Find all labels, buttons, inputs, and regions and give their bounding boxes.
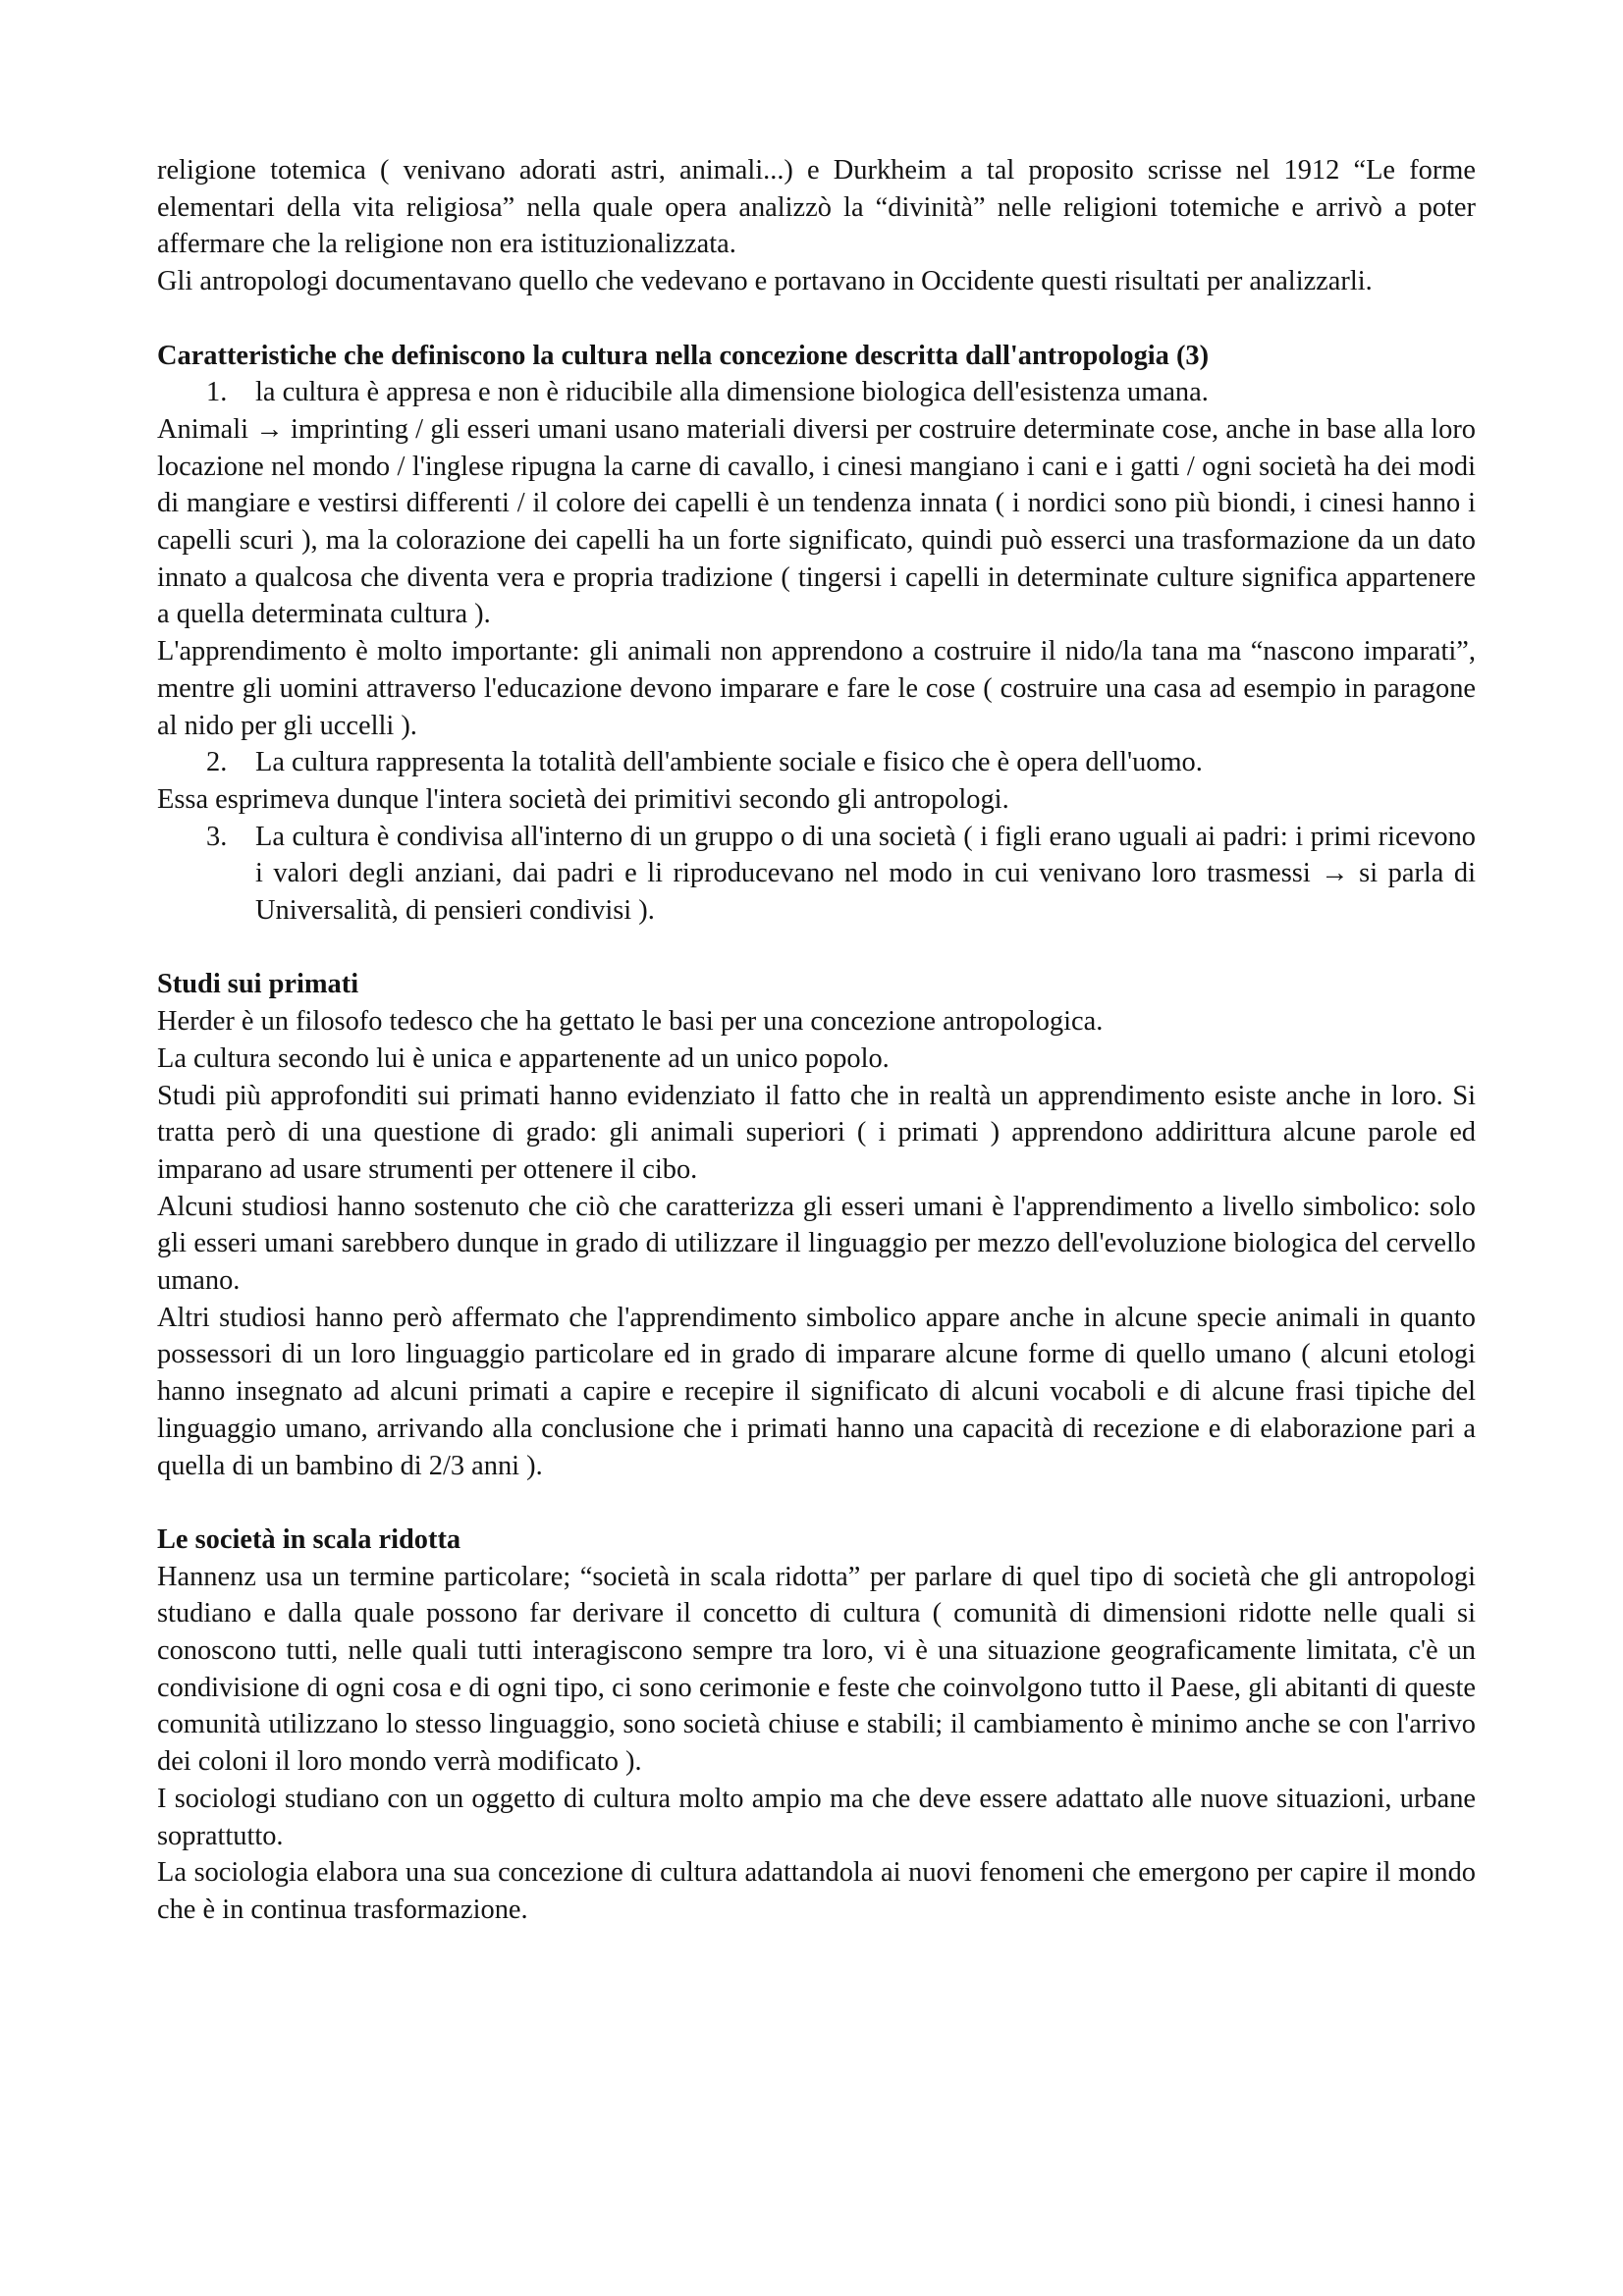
spacer [157, 300, 1476, 338]
paragraph: L'apprendimento è molto importante: gli animali non apprendono a costruire il nido/la tana ma “nascono imparati”, mentre gli uomini attraverso l'educazione devono imparare e fare le cose ( costruire una casa ad esempio in paragone al nido per gli uccelli ). [157, 636, 1476, 741]
spacer [157, 930, 1476, 967]
numbered-list-2 [157, 744, 1476, 781]
list-item-number: 3. [206, 821, 228, 852]
numbered-list-1 [157, 374, 1476, 411]
list-item-number: 1. [206, 377, 228, 408]
paragraph: Altri studiosi hanno però affermato che l'apprendimento simbolico appare anche in alcune specie animali in quanto possessori di un loro linguaggio particolare ed in grado di imparare alcune forme di quello umano ( alcuni etologi hanno insegnato ad alcuni primati a capire e recepire il significato di alcuni vocaboli e di alcune frasi tipiche del linguaggio umano, arrivando alla conclusione che i primati hanno una capacità di recezione e di elaborazione pari a quella di un bambino di 2/3 anni ). [157, 1302, 1476, 1481]
paragraph: Essa esprimeva dunque l'intera società dei primitivi secondo gli antropologi. [157, 783, 1009, 815]
section-heading-societa: Le società in scala ridotta [157, 1523, 461, 1555]
paragraph: Herder è un filosofo tedesco che ha gettato le basi per una concezione antropologica. [157, 1006, 1104, 1038]
list-item [157, 744, 1476, 781]
paragraph: Hannenz usa un termine particolare; “società in scala ridotta” per parlare di quel tipo di società che gli antropologi studiano e dalla quale possono far derivare il concetto di cultura ( comunità di dimensioni ridotte nelle quali si conoscono tutti, nelle quali tutti interagiscono sempre tra loro, vi è una situazione geograficamente limitata, c'è un condivisione di ogni cosa e di ogni tipo, ci sono cerimonie e feste che coinvolgono tutto il Paese, gli abitanti di queste comunità utilizzano lo stesso linguaggio, sono società chiuse e stabili; il cambiamento è minimo anche se con l'arrivo dei coloni il loro mondo verrà modificato ). [157, 1561, 1476, 1778]
list-item [157, 374, 1476, 411]
list-item-text: La cultura è condivisa all'interno di un gruppo o di una società ( i figli erano uguali ai padri: i primi ricevono i valori degli anziani, dai padri e li riproducevano nel modo in cui venivano loro trasmessi → si parla di Universalità, di pensieri condivisi ). [255, 821, 1476, 927]
paragraph: Animali → imprinting / gli esseri umani usano materiali diversi per costruire determinate cose, anche in base alla loro locazione nel mondo / l'inglese ripugna la carne di cavallo, i cinesi mangiano i cani e i gatti / ogni società ha dei modi di mangiare e vestirsi differenti / il colore dei capelli è un tendenza innata ( i nordici sono più biondi, i cinesi hanno i capelli scuri ), ma la colorazione dei capelli ha un forte significato, quindi può esserci una trasformazione da un dato innato a qualcosa che diventa vera e propria tradizione ( tingersi i capelli in determinate culture significa appartenere a quella determinata cultura ). [157, 413, 1476, 630]
intro-paragraph-1: religione totemica ( venivano adorati astri, animali...) e Durkheim a tal proposito scrisse nel 1912 “Le forme elementari della vita religiosa” nella quale opera analizzò la “divinità” nelle religioni totemiche e arrivò a poter affermare che la religione non era istituzionalizzata. [157, 155, 1476, 260]
list-item-text: la cultura è appresa e non è riducibile alla dimensione biologica dell'esistenza umana. [255, 377, 1209, 408]
numbered-list-3 [157, 819, 1476, 930]
paragraph: La sociologia elabora una sua concezione di cultura adattandola ai nuovi fenomeni che emergono per capire il mondo che è in continua trasformazione. [157, 1857, 1476, 1925]
paragraph: Alcuni studiosi hanno sostenuto che ciò che caratterizza gli esseri umani è l'apprendimento a livello simbolico: solo gli esseri umani sarebbero dunque in grado di utilizzare il linguaggio per mezzo dell'evoluzione biologica del cervello umano. [157, 1191, 1476, 1297]
intro-paragraph-2: Gli antropologi documentavano quello che vedevano e portavano in Occidente questi risultati per analizzarli. [157, 266, 1373, 297]
spacer [157, 1484, 1476, 1522]
section-heading-primati: Studi sui primati [157, 969, 359, 1000]
paragraph: La cultura secondo lui è unica e appartenente ad un unico popolo. [157, 1042, 890, 1074]
list-item-number: 2. [206, 747, 228, 778]
list-item [157, 819, 1476, 930]
document-page [157, 152, 1476, 1929]
section-heading-cultura: Caratteristiche che definiscono la cultura nella concezione descritta dall'antropologia (3) [157, 340, 1210, 371]
list-item-text: La cultura rappresenta la totalità dell'ambiente sociale e fisico che è opera dell'uomo. [255, 747, 1203, 778]
paragraph: I sociologi studiano con un oggetto di cultura molto ampio ma che deve essere adattato alle nuove situazioni, urbane soprattutto. [157, 1783, 1476, 1851]
paragraph: Studi più approfonditi sui primati hanno evidenziato il fatto che in realtà un apprendimento esiste anche in loro. Si tratta però di una questione di grado: gli animali superiori ( i primati ) apprendono addirittura alcune parole ed imparano ad usare strumenti per ottenere il cibo. [157, 1080, 1476, 1185]
